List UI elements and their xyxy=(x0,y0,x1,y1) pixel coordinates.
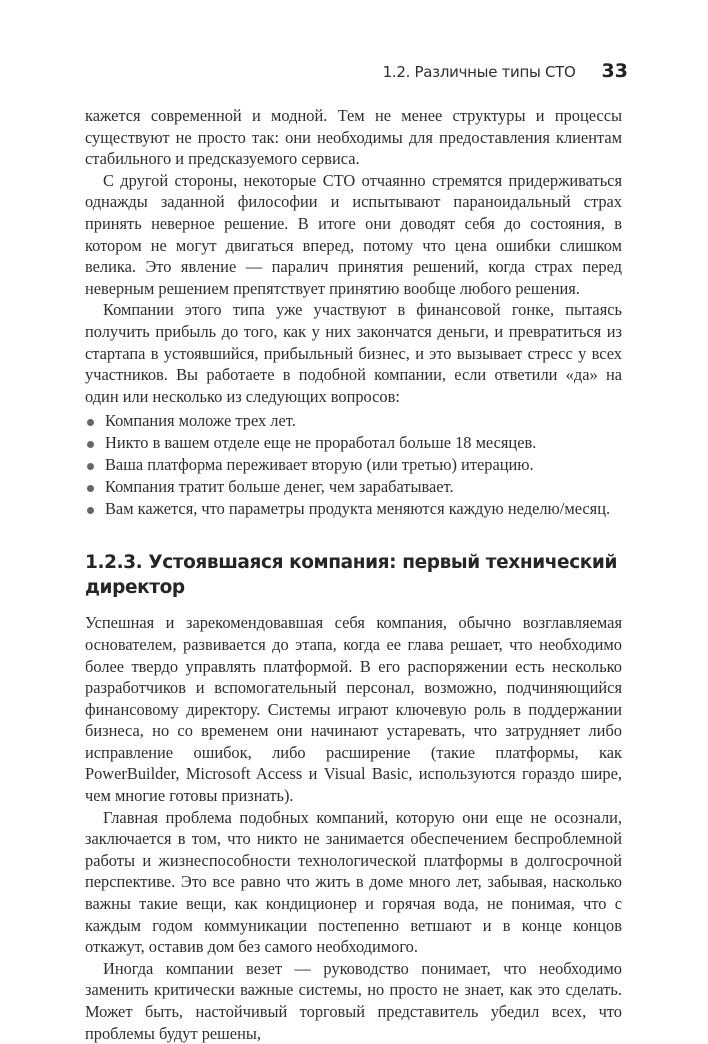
page-body xyxy=(85,105,622,1044)
bullet-icon xyxy=(87,463,94,470)
list-item xyxy=(85,410,622,432)
paragraph: Компании этого типа уже участвуют в финансовой гонке, пытаясь получить прибыль до того, как у них закончатся деньги, и превратиться из стартапа в устоявшийся, прибыльный бизнес, и это вызывает стресс у всех участников. Вы работаете в подобной компании, если ответили «да» на один или несколько из следующих вопросов: xyxy=(85,300,622,406)
list-item xyxy=(85,432,622,454)
bullet-icon xyxy=(87,485,94,492)
paragraph-continued: кажется современной и модной. Тем не менее структуры и процессы существуют не просто так: они необходимы для предоставления клиентам стабильного и предсказуемого сервиса. xyxy=(85,106,622,169)
subsection-heading: 1.2.3. Устоявшаяся компания: первый технический директор xyxy=(85,552,618,599)
list-item-text: Ваша платформа переживает вторую (или третью) итерацию. xyxy=(105,455,534,475)
paragraph: Успешная и зарекомендовавшая себя компания, обычно возглавляемая основателем, развивается до этапа, когда ее глава решает, что необходимо более твердо управлять платформой. В его распоряжении есть несколько разработчиков и вспомогательный персонал, возможно, подчиняющийся финансовому директору. Системы играют ключевую роль в поддержании бизнеса, но со временем они начинают устаревать, что затрудняет либо исправление ошибок, либо расширение (такие платформы, как PowerBuilder, Microsoft Access и Visual Basic, используются гораздо шире, чем многие готовы признать). xyxy=(85,613,622,806)
bullet-icon xyxy=(87,419,94,426)
paragraph: Иногда компании везет — руководство понимает, что необходимо заменить критически важные системы, но просто не знает, как это сделать. Может быть, настойчивый торговый представитель убедил всех, что проблемы будут решены, xyxy=(85,958,622,1043)
list-item-text: Компания тратит больше денег, чем зарабатывает. xyxy=(105,477,454,497)
bullet-list xyxy=(85,410,622,520)
list-item xyxy=(85,498,622,520)
page-number: 33 xyxy=(601,60,628,82)
running-header xyxy=(383,60,628,82)
list-item-text: Вам кажется, что параметры продукта меняются каждую неделю/месяц. xyxy=(105,499,611,519)
bullet-icon xyxy=(87,507,94,514)
bullet-icon xyxy=(87,441,94,448)
list-item xyxy=(85,454,622,476)
list-item-text: Никто в вашем отделе еще не проработал больше 18 месяцев. xyxy=(105,433,537,453)
list-item-text: Компания моложе трех лет. xyxy=(105,411,296,431)
running-header-section-title: 1.2. Различные типы СТО xyxy=(382,63,576,81)
paragraph: Главная проблема подобных компаний, которую они еще не осознали, заключается в том, что никто не занимается обеспечением беспроблемной работы и жизнеспособности технологической платформы в долгосрочной перспективе. Это все равно что жить в доме много лет, забывая, насколько важны такие вещи, как кондиционер и горячая вода, не понимая, что с каждым годом коммуникации постепенно ветшают и в конце концов откажут, оставив дом без самого необходимого. xyxy=(85,807,622,957)
list-item xyxy=(85,476,622,498)
paragraph: С другой стороны, некоторые СТО отчаянно стремятся придерживаться однажды заданной философии и испытывают параноидальный страх принять неверное решение. В итоге они доводят себя до состояния, в котором не могут двигаться вперед, потому что цена ошибки слишком велика. Это явление — паралич принятия решений, когда страх перед неверным решением препятствует принятию вообще любого решения. xyxy=(85,170,622,298)
